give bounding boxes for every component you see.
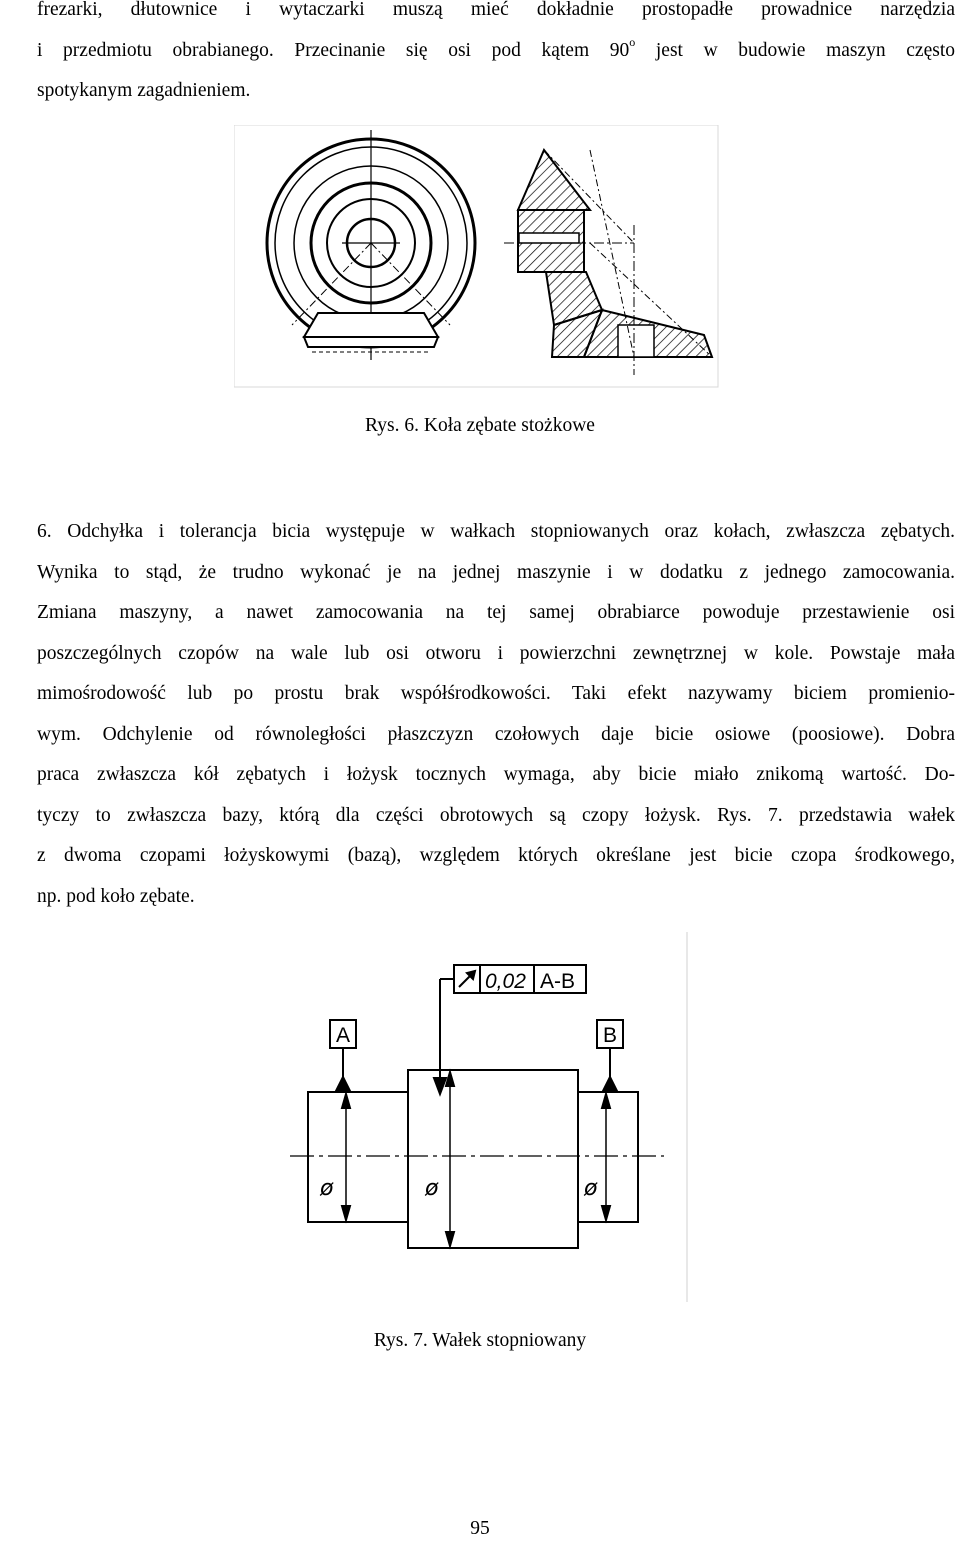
intro-line-3: spotykanym zagadnieniem. — [37, 80, 251, 101]
section-6-line: praca zwłaszcza kół zębatych i łożysk tocznych wymaga, aby bicie miało znikomą wartość. Do- — [37, 764, 955, 785]
degree-superscript: o — [629, 34, 636, 49]
datum-a-label: A — [336, 1024, 351, 1047]
section-6-line: z dwoma czopami łożyskowymi (bazą), względem których określane jest bicie czopa środkowego, — [37, 845, 955, 866]
stepped-shaft-drawing — [268, 930, 693, 1305]
tolerance-value: 0,02 — [485, 970, 526, 993]
shaft-journal-right — [578, 1092, 638, 1222]
figure-7-caption: Rys. 7. Wałek stopniowany — [373, 1330, 587, 1351]
intro-line-1: frezarki, dłutownice i wytaczarki muszą mieć dokładnie prostopadłe prowadnice narzędzia — [37, 0, 955, 20]
section-6-line: poszczególnych czopów na wale lub osi otworu i powierzchni zewnętrznej w kole. Powstaje mała — [37, 642, 955, 664]
section-6-line: wym. Odchylenie od równoległości płaszczyzn czołowych daje bicie osiowe (poosiowe). Dobra — [37, 723, 955, 745]
diameter-symbol-middle: ø — [425, 1176, 439, 1201]
bevel-gears-drawing — [234, 125, 724, 390]
gear-section-view — [504, 150, 712, 375]
section-6-line: 6. Odchyłka i tolerancja bicia występuje w wałkach stopniowanych oraz kołach, zwłaszcza zębatych. — [37, 521, 955, 542]
section-6-paragraph — [37, 512, 955, 917]
intro-line-2: i przedmiotu obrabianego. Przecinanie się osi pod kątem 90$^o$ jest w budowie maszyn często — [37, 34, 955, 61]
diameter-symbol-right: ø — [584, 1176, 598, 1201]
tolerance-datum: A-B — [540, 970, 576, 993]
section-6-line: np. pod koło zębate. — [37, 885, 195, 907]
intro-paragraph — [37, 0, 955, 112]
shaft-journal-left — [308, 1092, 408, 1222]
diameter-symbol-left: ø — [320, 1176, 334, 1201]
figure-6-caption: Rys. 6. Koła zębate stożkowe — [365, 415, 595, 436]
section-6-line: Zmiana maszyny, a nawet zamocowania na tej samej obrabiarce powoduje przestawienie osi — [37, 602, 955, 623]
section-6-line: Wynika to stąd, że trudno wykonać je na jednej maszynie i w dodatku z jednego zamocowania. — [37, 561, 955, 583]
section-6-line: tyczy to zwłaszcza bazy, którą dla części obrotowych są czopy łożysk. Rys. 7. przedstawia wałek — [37, 804, 955, 826]
datum-b-label: B — [603, 1024, 618, 1047]
shaft-middle — [408, 1070, 578, 1248]
page-number: 95 — [470, 1518, 490, 1539]
gear-front-view — [267, 130, 475, 360]
section-6-line: mimośrodowość lub po prostu brak współśrodkowości. Taki efekt nazywamy biciem promienio- — [37, 683, 955, 704]
